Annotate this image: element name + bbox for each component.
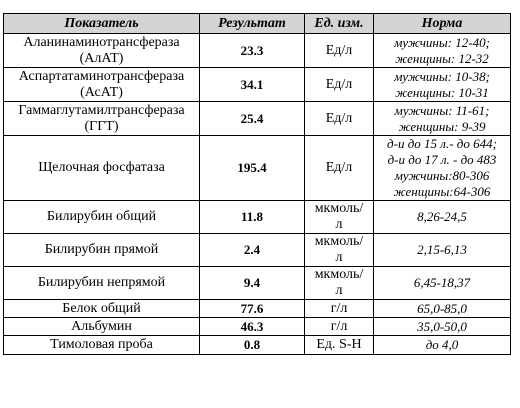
cell-norm <box>374 68 511 102</box>
cell-norm <box>374 336 511 355</box>
cell-norm-line: 6,45-18,37 <box>413 275 471 290</box>
cell-unit-line: мкмоль/ <box>314 234 364 249</box>
cell-norm-line: женщины:64-306 <box>393 184 491 199</box>
cell-indicator <box>4 267 200 300</box>
cell-result: 11.8 <box>200 201 305 234</box>
cell-result: 77.6 <box>200 300 305 318</box>
cell-indicator-line: Тимоловая проба <box>50 337 153 352</box>
cell-indicator <box>4 136 200 201</box>
cell-norm <box>374 300 511 318</box>
cell-norm <box>374 136 511 201</box>
cell-norm-line: д-и до 15 л.- до 644; <box>387 136 497 151</box>
cell-indicator-line: Билирубин прямой <box>44 242 159 257</box>
cell-unit-line: г/л <box>330 300 348 316</box>
header-norm: Норма <box>374 14 511 34</box>
table-row <box>4 267 511 300</box>
cell-indicator-line: Аланинаминотрансфераза <box>23 34 180 50</box>
cell-unit <box>305 68 374 102</box>
cell-unit <box>305 102 374 136</box>
table-row <box>4 102 511 136</box>
cell-indicator-line: (АсАТ) <box>80 84 123 100</box>
cell-result: 195.4 <box>200 136 305 201</box>
cell-unit <box>305 267 374 300</box>
header-unit: Ед. изм. <box>305 14 374 34</box>
cell-result: 0.8 <box>200 336 305 355</box>
cell-norm <box>374 318 511 336</box>
cell-norm-line: 35,0-50,0 <box>417 318 467 334</box>
cell-unit-line: Ед/л <box>325 76 353 92</box>
cell-norm-line: д-и до 17 л. - до 483 <box>387 152 497 167</box>
table-row <box>4 201 511 234</box>
cell-indicator <box>4 318 200 336</box>
cell-result: 23.3 <box>200 34 305 68</box>
header-indicator: Показатель <box>4 14 200 34</box>
cell-result: 34.1 <box>200 68 305 102</box>
table-row <box>4 68 511 102</box>
cell-indicator <box>4 336 200 355</box>
cell-unit <box>305 234 374 267</box>
table-row <box>4 136 511 201</box>
cell-unit-line: л <box>335 283 343 298</box>
cell-unit-line: л <box>335 217 343 232</box>
cell-indicator-line: Билирубин общий <box>46 209 157 224</box>
cell-unit <box>305 318 374 336</box>
cell-indicator-line: Альбумин <box>71 318 132 334</box>
cell-unit-line: г/л <box>330 318 348 334</box>
cell-norm-line: мужчины: 10-38; <box>394 68 490 84</box>
cell-indicator-line: (ГГТ) <box>84 118 119 134</box>
cell-norm-line: женщины: 9-39 <box>398 118 486 134</box>
cell-indicator-line: Аспартатаминотрансфераза <box>18 68 185 84</box>
cell-norm-line: 2,15-6,13 <box>417 242 467 257</box>
cell-unit-line: Ед/л <box>325 160 353 175</box>
cell-norm-line: 65,0-85,0 <box>417 300 467 316</box>
table-row <box>4 318 511 336</box>
table-body <box>4 34 511 355</box>
cell-result: 2.4 <box>200 234 305 267</box>
cell-indicator-line: Белок общий <box>62 300 141 316</box>
cell-unit <box>305 300 374 318</box>
cell-norm <box>374 102 511 136</box>
cell-indicator <box>4 201 200 234</box>
cell-unit <box>305 136 374 201</box>
cell-result: 25.4 <box>200 102 305 136</box>
cell-norm <box>374 234 511 267</box>
table-row <box>4 234 511 267</box>
cell-unit-line: мкмоль/ <box>314 267 364 282</box>
cell-unit-line: л <box>335 250 343 265</box>
cell-result: 46.3 <box>200 318 305 336</box>
cell-norm-line: мужчины:80-306 <box>394 168 490 183</box>
cell-unit-line: Ед/л <box>325 42 353 58</box>
cell-indicator <box>4 68 200 102</box>
lab-results-table <box>3 13 511 355</box>
cell-norm <box>374 34 511 68</box>
table-header-row <box>4 14 511 34</box>
header-result: Результат <box>200 14 305 34</box>
cell-indicator-line: Билирубин непрямой <box>37 275 166 290</box>
cell-unit <box>305 34 374 68</box>
cell-norm-line: 8,26-24,5 <box>417 209 467 224</box>
cell-indicator-line: Гаммаглутамилтрансфераза <box>18 102 185 118</box>
cell-indicator <box>4 34 200 68</box>
cell-indicator <box>4 102 200 136</box>
cell-unit <box>305 336 374 355</box>
table-row <box>4 336 511 355</box>
cell-indicator <box>4 234 200 267</box>
cell-norm <box>374 201 511 234</box>
cell-norm-line: мужчины: 11-61; <box>394 102 490 118</box>
cell-unit-line: Ед. S-H <box>316 337 362 352</box>
cell-norm <box>374 267 511 300</box>
cell-norm-line: мужчины: 12-40; <box>394 34 490 50</box>
table-row <box>4 300 511 318</box>
cell-norm-line: женщины: 10-31 <box>395 84 489 100</box>
cell-norm-line: женщины: 12-32 <box>395 50 489 66</box>
cell-indicator <box>4 300 200 318</box>
cell-result: 9.4 <box>200 267 305 300</box>
table-row <box>4 34 511 68</box>
cell-unit <box>305 201 374 234</box>
cell-indicator-line: Щелочная фосфатаза <box>38 160 165 175</box>
cell-indicator-line: (АлАТ) <box>79 50 124 66</box>
cell-norm-line: до 4,0 <box>425 337 459 352</box>
cell-unit-line: Ед/л <box>325 110 353 126</box>
cell-unit-line: мкмоль/ <box>314 201 364 216</box>
